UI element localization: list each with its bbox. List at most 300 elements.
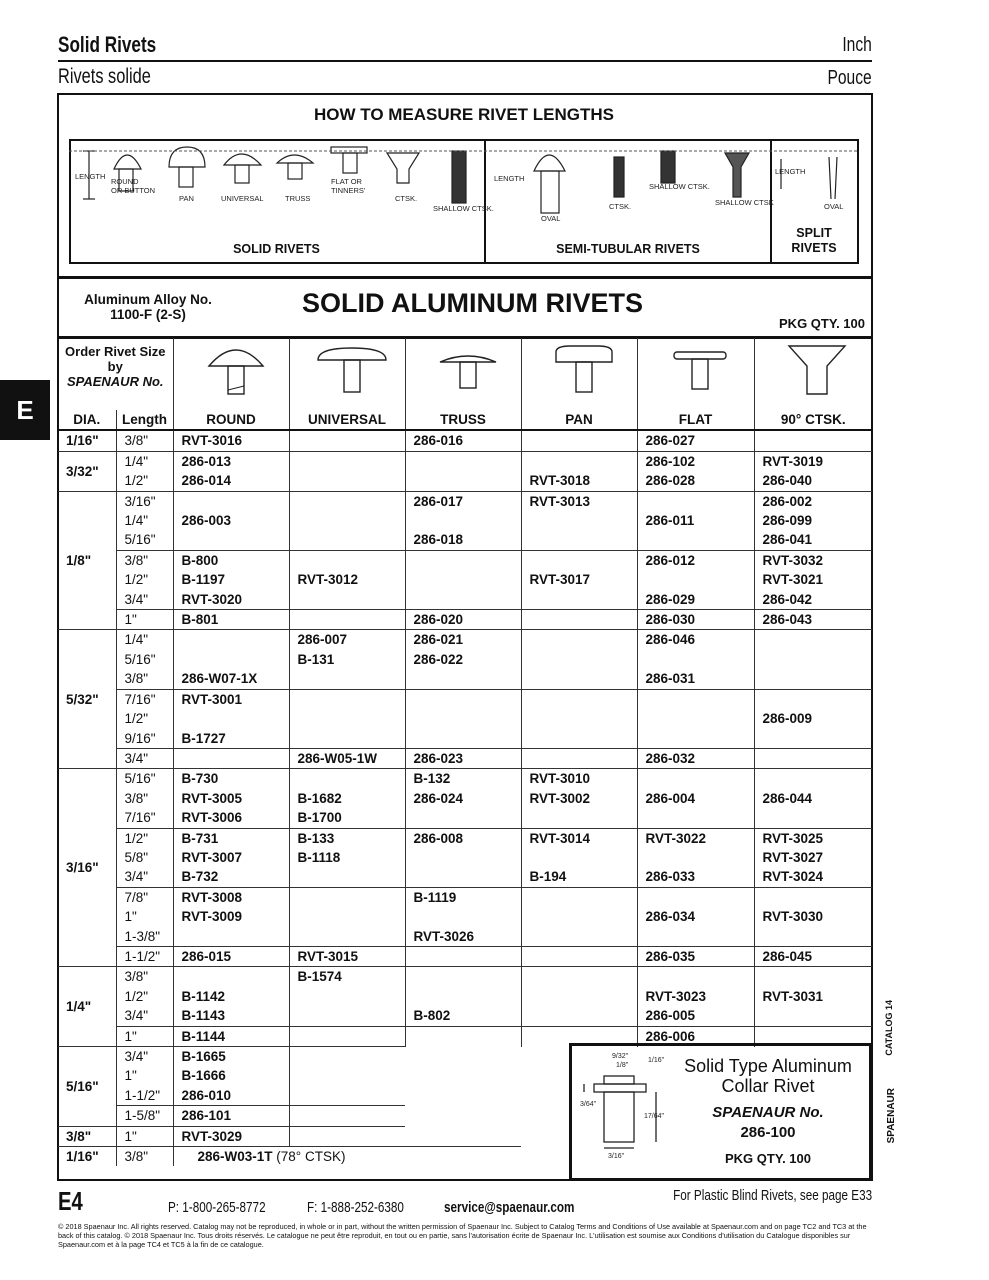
svg-text:CTSK.: CTSK. — [395, 194, 418, 203]
table-row — [58, 430, 872, 451]
part-cell — [173, 650, 289, 669]
part-cell — [289, 1006, 405, 1026]
part-cell — [754, 669, 872, 689]
round-icon — [173, 338, 289, 410]
part-cell: 286-024 — [405, 789, 521, 808]
part-cell: B-1143 — [173, 1006, 289, 1026]
part-cell: RVT-3019 — [754, 451, 872, 471]
part-cell — [521, 927, 637, 947]
part-cell: RVT-3032 — [754, 550, 872, 570]
order-label: Order Rivet Size by — [65, 344, 166, 374]
length-cell: 3/4" — [116, 867, 173, 887]
svg-text:LENGTH: LENGTH — [494, 174, 525, 183]
col-round: ROUND — [173, 410, 289, 430]
plastic-rivets-note: For Plastic Blind Rivets, see page E33 — [673, 1187, 872, 1204]
part-cell — [521, 946, 637, 966]
part-cell: RVT-3013 — [521, 491, 637, 511]
svg-text:SHALLOW CTSK: SHALLOW CTSK — [715, 198, 774, 207]
part-cell: 286-012 — [637, 550, 754, 570]
part-cell: B-1144 — [173, 1026, 289, 1046]
part-cell — [173, 748, 289, 768]
table-row — [58, 828, 872, 848]
part-cell — [405, 689, 521, 709]
part-cell — [637, 848, 754, 867]
table-row — [58, 848, 872, 867]
part-cell — [754, 927, 872, 947]
part-cell: RVT-3005 — [173, 789, 289, 808]
part-cell: 286-013 — [173, 451, 289, 471]
length-cell: 1" — [116, 610, 173, 630]
part-cell — [289, 927, 405, 947]
order-by-label — [58, 338, 173, 410]
part-cell — [754, 808, 872, 828]
part-cell — [521, 967, 637, 987]
fax: F: 1-888-252-6380 — [307, 1199, 404, 1216]
part-cell — [521, 709, 637, 728]
part-cell — [289, 729, 405, 749]
svg-text:OVAL: OVAL — [824, 202, 844, 211]
part-cell: B-801 — [173, 610, 289, 630]
part-cell: 286-031 — [637, 669, 754, 689]
alloy-info — [58, 292, 238, 322]
length-cell: 1/2" — [116, 709, 173, 728]
length-cell: 3/8" — [116, 669, 173, 689]
part-cell: RVT-3030 — [754, 907, 872, 926]
part-cell — [289, 907, 405, 926]
length-cell: 1" — [116, 1026, 173, 1046]
part-cell — [173, 967, 289, 987]
part-cell: 286-028 — [637, 471, 754, 491]
empty-cell — [289, 1126, 405, 1146]
collar-brand: SPAENAUR No. — [712, 1104, 824, 1121]
length-cell: 1/2" — [116, 570, 173, 589]
part-cell — [405, 907, 521, 926]
col-universal: UNIVERSAL — [289, 410, 405, 430]
col-truss: TRUSS — [405, 410, 521, 430]
length-cell: 3/4" — [116, 1006, 173, 1026]
part-cell — [289, 669, 405, 689]
part-cell — [405, 808, 521, 828]
length-cell: 5/16" — [116, 769, 173, 789]
dia-cell: 3/16" — [58, 769, 116, 967]
svg-text:1/16": 1/16" — [648, 1057, 665, 1064]
empty-cell — [289, 1086, 405, 1106]
svg-text:OVAL: OVAL — [541, 214, 561, 223]
part-cell: B-133 — [289, 828, 405, 848]
part-cell: 286-023 — [405, 748, 521, 768]
length-cell: 1-5/8" — [116, 1106, 173, 1126]
svg-text:LENGTH: LENGTH — [775, 167, 806, 176]
part-number: 286-W03-1T — [197, 1149, 273, 1165]
length-cell: 1/2" — [116, 987, 173, 1006]
dia-cell: 5/32" — [58, 630, 116, 769]
part-cell — [289, 430, 405, 451]
part-cell — [289, 867, 405, 887]
part-cell — [754, 967, 872, 987]
part-cell: 286-W07-1X — [173, 669, 289, 689]
table-row — [58, 709, 872, 728]
part-cell: 286-016 — [405, 430, 521, 451]
part-cell — [521, 650, 637, 669]
length-cell: 7/16" — [116, 689, 173, 709]
table-row — [58, 590, 872, 610]
part-cell: 286-015 — [173, 946, 289, 966]
part-cell — [521, 1006, 637, 1026]
part-cell: RVT-3007 — [173, 848, 289, 867]
part-cell: RVT-3020 — [173, 590, 289, 610]
part-cell — [521, 848, 637, 867]
legal-text: © 2018 Spaenaur Inc. All rights reserved. Catalog may not be reproduced, in whole or in part, without the written permission of Spaenaur Inc. Subject to Catalog Terms and Conditions of Use available at Spaenaur.com and on page TC2 and TC3 at the back of this catalog. © 2018 Spaenaur Inc. Tous droits réservés. Le catalogue ne peut être reproduit, en tout ou en partie, sans l'autorisation écrite de Spaenaur Inc. L'utilisation est soumise aux Conditions d'utilisation du Catalogue disponibles sur Spaenaur.com et à la page TC4 et TC5 à la fin de ce catalogue. — [58, 1222, 867, 1249]
length-cell: 1" — [116, 1126, 173, 1146]
part-cell — [637, 709, 754, 728]
part-cell — [405, 590, 521, 610]
part-cell — [637, 729, 754, 749]
flat-icon — [637, 338, 754, 410]
part-cell: RVT-3001 — [173, 689, 289, 709]
part-cell: B-1665 — [173, 1047, 289, 1067]
page-number: E4 — [58, 1186, 83, 1216]
part-cell — [521, 530, 637, 550]
part-cell — [289, 987, 405, 1006]
part-note: (78° CTSK) — [276, 1149, 346, 1165]
part-cell — [289, 769, 405, 789]
part-cell — [405, 451, 521, 471]
part-cell: B-1666 — [173, 1066, 289, 1085]
part-cell — [521, 610, 637, 630]
part-cell: 286-W05-1W — [289, 748, 405, 768]
part-cell: RVT-3026 — [405, 927, 521, 947]
table-row — [58, 967, 872, 987]
part-cell: B-730 — [173, 769, 289, 789]
part-cell: B-1142 — [173, 987, 289, 1006]
part-cell: 286-004 — [637, 789, 754, 808]
part-cell: RVT-3027 — [754, 848, 872, 867]
part-cell: 286-044 — [754, 789, 872, 808]
table-row — [58, 887, 872, 907]
part-cell — [405, 987, 521, 1006]
part-cell: 286-035 — [637, 946, 754, 966]
part-cell — [289, 530, 405, 550]
collar-part-number: 286-100 — [740, 1124, 796, 1141]
collar-title: Solid Type Aluminum Collar Rivet — [684, 1056, 852, 1096]
table-row — [58, 451, 872, 471]
length-cell: 5/16" — [116, 650, 173, 669]
part-cell — [405, 946, 521, 966]
part-cell: 286-042 — [754, 590, 872, 610]
part-cell — [173, 530, 289, 550]
svg-text:3/64": 3/64" — [580, 1101, 597, 1108]
part-cell: RVT-3025 — [754, 828, 872, 848]
part-cell — [754, 630, 872, 650]
part-cell — [521, 808, 637, 828]
svg-text:1/8": 1/8" — [616, 1062, 629, 1069]
part-cell — [521, 887, 637, 907]
length-cell: 3/8" — [116, 789, 173, 808]
part-cell: 286-030 — [637, 610, 754, 630]
part-cell — [289, 451, 405, 471]
part-cell: 286-007 — [289, 630, 405, 650]
part-cell — [637, 769, 754, 789]
part-cell: RVT-3009 — [173, 907, 289, 926]
part-cell: RVT-3012 — [289, 570, 405, 589]
part-cell — [289, 491, 405, 511]
part-cell — [521, 669, 637, 689]
part-cell: 286-041 — [754, 530, 872, 550]
part-cell — [289, 610, 405, 630]
length-cell: 5/16" — [116, 530, 173, 550]
length-cell: 3/8" — [116, 967, 173, 987]
part-cell — [637, 967, 754, 987]
phone: P: 1-800-265-8772 — [168, 1199, 266, 1216]
part-cell: B-194 — [521, 867, 637, 887]
table-row — [58, 729, 872, 749]
part-cell — [405, 848, 521, 867]
table-row — [58, 669, 872, 689]
part-cell — [754, 729, 872, 749]
part-cell — [173, 491, 289, 511]
part-cell — [405, 967, 521, 987]
part-cell: 286-032 — [637, 748, 754, 768]
svg-text:UNIVERSAL: UNIVERSAL — [221, 194, 264, 203]
unit-label-en: Inch — [842, 34, 872, 56]
col-flat: FLAT — [637, 410, 754, 430]
part-cell: 286-010 — [173, 1086, 289, 1106]
measure-title: HOW TO MEASURE RIVET LENGTHS — [313, 105, 615, 124]
part-cell — [289, 471, 405, 491]
part-cell — [637, 927, 754, 947]
part-cell — [754, 689, 872, 709]
part-cell: RVT-3010 — [521, 769, 637, 789]
table-row — [58, 987, 872, 1006]
rivet-measure-illustration — [69, 139, 859, 239]
part-cell: RVT-3017 — [521, 570, 637, 589]
part-cell — [289, 887, 405, 907]
part-cell — [521, 451, 637, 471]
part-cell — [754, 1006, 872, 1026]
part-cell — [173, 709, 289, 728]
alloy-line1: Aluminum Alloy No. — [84, 292, 212, 307]
part-cell — [637, 808, 754, 828]
part-cell: 286-002 — [754, 491, 872, 511]
section-tab: E — [0, 380, 50, 440]
table-row — [58, 530, 872, 550]
email-link[interactable]: service@spaenaur.com — [444, 1199, 575, 1216]
part-cell — [405, 1026, 521, 1046]
table-row — [58, 630, 872, 650]
table-row — [58, 610, 872, 630]
part-cell: 286-022 — [405, 650, 521, 669]
part-cell: RVT-3008 — [173, 887, 289, 907]
col-ctsk: 90° CTSK. — [754, 410, 872, 430]
length-cell: 1-1/2" — [116, 1086, 173, 1106]
collar-pkg: PKG QTY. 100 — [725, 1151, 811, 1166]
dia-cell: 3/32" — [58, 451, 116, 491]
part-cell: 286-018 — [405, 530, 521, 550]
dia-cell: 1/8" — [58, 491, 116, 630]
length-cell: 1/4" — [116, 451, 173, 471]
part-cell — [637, 570, 754, 589]
part-cell: B-1700 — [289, 808, 405, 828]
part-cell: B-1118 — [289, 848, 405, 867]
part-cell: 286-099 — [754, 511, 872, 530]
dia-cell: 1/4" — [58, 967, 116, 1047]
part-cell: RVT-3024 — [754, 867, 872, 887]
length-cell: 3/4" — [116, 590, 173, 610]
table-row — [58, 769, 872, 789]
part-cell: 286-003 — [173, 511, 289, 530]
part-cell: B-732 — [173, 867, 289, 887]
part-cell — [521, 590, 637, 610]
part-cell: 286-005 — [637, 1006, 754, 1026]
table-row — [58, 550, 872, 570]
part-cell — [405, 669, 521, 689]
part-cell: B-800 — [173, 550, 289, 570]
pan-icon — [521, 338, 637, 410]
part-cell: 286-011 — [637, 511, 754, 530]
length-cell: 3/8" — [116, 550, 173, 570]
part-cell — [289, 550, 405, 570]
svg-text:OR BUTTON: OR BUTTON — [111, 186, 156, 195]
part-cell: B-1119 — [405, 887, 521, 907]
svg-text:CTSK.: CTSK. — [609, 202, 632, 211]
part-cell — [521, 430, 637, 451]
length-cell: 7/8" — [116, 887, 173, 907]
truss-icon — [405, 338, 521, 410]
part-cell: RVT-3015 — [289, 946, 405, 966]
part-cell — [754, 887, 872, 907]
part-cell — [173, 1147, 521, 1167]
part-cell: RVT-3002 — [521, 789, 637, 808]
svg-text:3/16": 3/16" — [608, 1153, 625, 1160]
semi-tubular-label: SEMI-TUBULAR RIVETS — [556, 242, 700, 256]
col-dia: DIA. — [73, 412, 101, 427]
part-cell — [521, 689, 637, 709]
table-row — [58, 789, 872, 808]
part-cell: 286-101 — [173, 1106, 289, 1126]
table-row — [58, 808, 872, 828]
split-rivets-label: SPLIT RIVETS — [791, 226, 837, 255]
part-cell: B-802 — [405, 1006, 521, 1026]
table-row — [58, 946, 872, 966]
part-cell: B-731 — [173, 828, 289, 848]
svg-text:SHALLOW CTSK.: SHALLOW CTSK. — [649, 182, 710, 191]
part-cell — [754, 430, 872, 451]
table-row — [58, 748, 872, 768]
table-row — [58, 867, 872, 887]
part-cell: B-1682 — [289, 789, 405, 808]
part-cell — [289, 511, 405, 530]
part-cell: 286-040 — [754, 471, 872, 491]
part-cell: 286-006 — [637, 1026, 754, 1046]
dia-cell: 1/16" — [58, 1147, 116, 1167]
part-cell: 286-043 — [754, 610, 872, 630]
table-row — [58, 689, 872, 709]
length-cell: 7/16" — [116, 808, 173, 828]
svg-text:9/32": 9/32" — [612, 1053, 629, 1060]
svg-text:17/64": 17/64" — [644, 1113, 665, 1120]
header-rule — [58, 60, 872, 62]
part-cell: RVT-3006 — [173, 808, 289, 828]
brand-logo: SPAENAUR — [886, 1088, 897, 1144]
page-subtitle: Rivets solide — [58, 65, 151, 88]
length-cell: 1/2" — [116, 828, 173, 848]
table-row — [58, 1006, 872, 1026]
part-cell — [405, 550, 521, 570]
part-cell: RVT-3029 — [173, 1126, 289, 1146]
table-row — [58, 907, 872, 926]
part-cell — [521, 748, 637, 768]
solid-rivets-label: SOLID RIVETS — [233, 242, 320, 256]
svg-text:TINNERS': TINNERS' — [331, 186, 366, 195]
length-cell: 3/8" — [116, 430, 173, 451]
svg-text:PAN: PAN — [179, 194, 194, 203]
part-cell: RVT-3031 — [754, 987, 872, 1006]
part-cell: 286-027 — [637, 430, 754, 451]
col-length: Length — [116, 410, 173, 430]
part-cell — [289, 590, 405, 610]
part-cell: 286-102 — [637, 451, 754, 471]
part-cell — [405, 867, 521, 887]
part-cell — [521, 729, 637, 749]
part-cell: 286-020 — [405, 610, 521, 630]
length-label: LENGTH — [75, 172, 106, 181]
catalog-label: CATALOG 14 — [884, 1000, 894, 1056]
alloy-line2: 1100-F (2-S) — [110, 307, 186, 322]
part-cell — [754, 650, 872, 669]
universal-icon — [289, 338, 405, 410]
part-cell: RVT-3022 — [637, 828, 754, 848]
part-cell — [521, 630, 637, 650]
part-cell — [521, 987, 637, 1006]
part-cell: RVT-3023 — [637, 987, 754, 1006]
part-cell: 286-029 — [637, 590, 754, 610]
dia-cell: 3/8" — [58, 1126, 116, 1146]
part-cell — [754, 748, 872, 768]
length-cell: 9/16" — [116, 729, 173, 749]
table-row — [58, 471, 872, 491]
part-cell: B-132 — [405, 769, 521, 789]
length-cell: 1-1/2" — [116, 946, 173, 966]
ctsk-icon — [754, 338, 872, 410]
svg-text:ROUND: ROUND — [111, 177, 139, 186]
length-cell: 1" — [116, 1066, 173, 1085]
length-cell: 3/16" — [116, 491, 173, 511]
part-cell: 286-017 — [405, 491, 521, 511]
part-cell — [637, 887, 754, 907]
empty-cell — [289, 1066, 405, 1085]
part-cell: RVT-3021 — [754, 570, 872, 589]
part-cell: 286-034 — [637, 907, 754, 926]
part-cell — [637, 491, 754, 511]
part-cell — [754, 769, 872, 789]
part-cell — [521, 511, 637, 530]
part-cell: 286-021 — [405, 630, 521, 650]
part-cell — [405, 471, 521, 491]
part-cell — [289, 1026, 405, 1046]
length-cell: 1-3/8" — [116, 927, 173, 947]
part-cell: 286-033 — [637, 867, 754, 887]
part-cell — [637, 689, 754, 709]
length-cell: 3/4" — [116, 1047, 173, 1067]
length-cell: 1/4" — [116, 630, 173, 650]
part-cell: B-1574 — [289, 967, 405, 987]
part-cell — [637, 650, 754, 669]
part-cell — [405, 729, 521, 749]
part-cell: RVT-3018 — [521, 471, 637, 491]
length-cell: 1/4" — [116, 511, 173, 530]
part-cell: B-1727 — [173, 729, 289, 749]
part-cell — [173, 927, 289, 947]
